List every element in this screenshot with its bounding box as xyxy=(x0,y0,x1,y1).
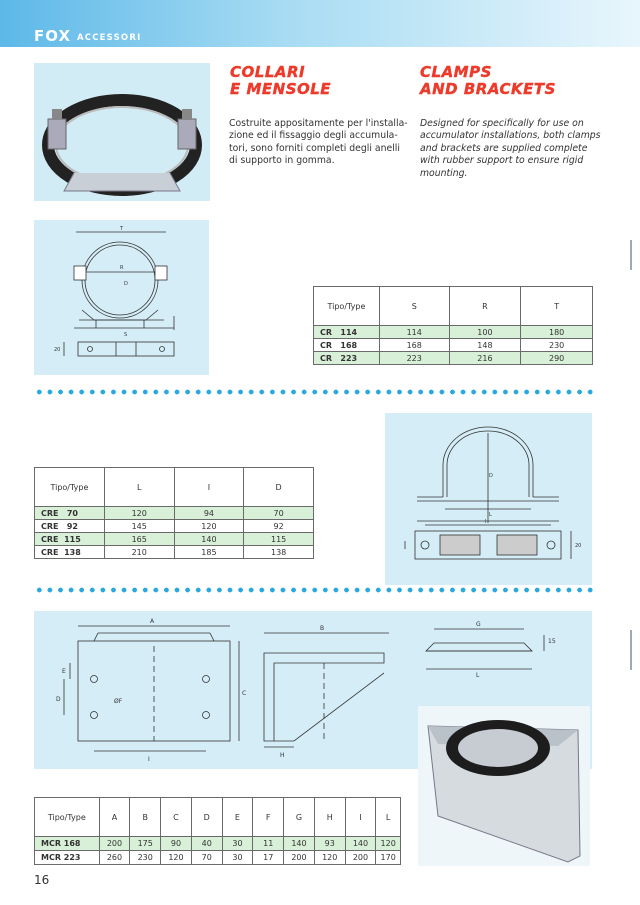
text-line: tori, sono forniti completi degli anelli xyxy=(229,142,400,154)
dim-e-label: E xyxy=(62,668,66,675)
dim-h-label: 20 xyxy=(575,543,582,549)
value-cell: 165 xyxy=(104,533,174,546)
dim-d-label: D xyxy=(124,281,128,287)
value-cell: 170 xyxy=(376,851,401,865)
value-cell: 260 xyxy=(99,851,130,865)
type-cell: CR 114 xyxy=(314,326,380,339)
dim-i-label: I xyxy=(148,756,150,763)
clamp-photo xyxy=(34,63,210,201)
description-it xyxy=(229,118,414,168)
table-row xyxy=(35,837,401,851)
value-cell: 120 xyxy=(161,851,192,865)
table-row xyxy=(35,851,401,865)
title-it-line2: E MENSOLE xyxy=(230,80,332,98)
description-en xyxy=(420,118,605,180)
value-cell: 145 xyxy=(104,520,174,533)
value-cell: 100 xyxy=(449,326,521,339)
section-label: ACCESSORI xyxy=(77,33,142,43)
type-cell: MCR 168 xyxy=(35,837,100,851)
value-cell: 230 xyxy=(521,339,593,352)
dotted-divider xyxy=(34,587,596,593)
dim-g-label: G xyxy=(476,621,481,628)
text-line: Costruite appositamente per l'installa- xyxy=(229,118,408,129)
header-cell: B xyxy=(130,798,161,837)
type-cell: CRE 92 xyxy=(35,520,105,533)
value-cell: 223 xyxy=(379,352,449,365)
header-cell: R xyxy=(449,287,521,326)
value-cell: 140 xyxy=(174,533,244,546)
title-it-line1: COLLARI xyxy=(230,63,306,81)
text-line: Designed for specifically for use on xyxy=(420,118,584,129)
title-en-line1: CLAMPS xyxy=(420,63,492,81)
dim-s-label: S xyxy=(124,332,128,338)
text-line: zione ed il fissaggio degli accumula- xyxy=(229,130,398,142)
title-it xyxy=(230,64,331,98)
dim-h-label: H xyxy=(280,752,285,759)
brand-logo: FOX xyxy=(34,27,72,45)
type-cell: CRE 138 xyxy=(35,546,105,559)
type-cell: CRE 115 xyxy=(35,533,105,546)
wall-bracket-photo xyxy=(418,706,590,866)
table-cre xyxy=(34,467,314,559)
type-cell: CR 168 xyxy=(314,339,380,352)
value-cell: 138 xyxy=(244,546,314,559)
table-row xyxy=(314,339,593,352)
header-cell: Tipo/Type xyxy=(314,287,380,326)
value-cell: 120 xyxy=(174,520,244,533)
dim-b-label: B xyxy=(320,625,325,632)
header-cell: I xyxy=(174,468,244,507)
text-line: mounting. xyxy=(420,167,468,179)
header-cell: G xyxy=(284,798,315,837)
value-cell: 115 xyxy=(244,533,314,546)
value-cell: 70 xyxy=(244,507,314,520)
header-cell: A xyxy=(99,798,130,837)
header-cell: E xyxy=(222,798,253,837)
value-cell: 120 xyxy=(104,507,174,520)
dotted-divider xyxy=(34,389,596,395)
dim-i-label: I xyxy=(485,519,487,525)
table-header-row xyxy=(35,798,401,837)
value-cell: 200 xyxy=(284,851,315,865)
value-cell: 140 xyxy=(284,837,315,851)
header-cell: L xyxy=(104,468,174,507)
value-cell: 30 xyxy=(222,837,253,851)
dim-c-label: C xyxy=(242,690,247,697)
table-row xyxy=(35,533,314,546)
value-cell: 210 xyxy=(104,546,174,559)
text-line: di supporto in gomma. xyxy=(229,155,335,167)
page-number: 16 xyxy=(34,873,50,887)
header-cell: T xyxy=(521,287,593,326)
value-cell: 168 xyxy=(379,339,449,352)
value-cell: 216 xyxy=(449,352,521,365)
value-cell: 30 xyxy=(222,851,253,865)
title-en-line2: AND BRACKETS xyxy=(420,80,556,98)
value-cell: 120 xyxy=(314,851,345,865)
table-row xyxy=(314,326,593,339)
table-row xyxy=(314,352,593,365)
dim-f-label: ØF xyxy=(114,698,123,705)
dim-h-label: 20 xyxy=(54,347,61,353)
value-cell: 93 xyxy=(314,837,345,851)
type-cell: CR 223 xyxy=(314,352,380,365)
dim-d-label: D xyxy=(489,473,493,479)
header-cell: H xyxy=(314,798,345,837)
table-row xyxy=(35,507,314,520)
dim-l-label: L xyxy=(489,512,492,518)
table-cr xyxy=(313,286,593,365)
title-en xyxy=(420,64,556,98)
dim-l-label: L xyxy=(476,672,480,679)
dim-a-label: A xyxy=(150,618,155,625)
header-cell: F xyxy=(253,798,284,837)
value-cell: 90 xyxy=(161,837,192,851)
header-cell: I xyxy=(345,798,376,837)
text-line: and brackets are supplied complete xyxy=(420,142,588,154)
value-cell: 70 xyxy=(191,851,222,865)
bracket-drawing xyxy=(385,413,592,585)
type-cell: CRE 70 xyxy=(35,507,105,520)
edge-mark xyxy=(630,630,632,670)
table-header-row xyxy=(35,468,314,507)
value-cell: 148 xyxy=(449,339,521,352)
value-cell: 290 xyxy=(521,352,593,365)
table-header-row xyxy=(314,287,593,326)
text-line: accumulator installations, both clamps xyxy=(420,130,601,142)
value-cell: 94 xyxy=(174,507,244,520)
dim-15-label: 15 xyxy=(548,638,556,645)
edge-mark xyxy=(630,240,632,270)
header-cell: C xyxy=(161,798,192,837)
value-cell: 200 xyxy=(99,837,130,851)
value-cell: 120 xyxy=(376,837,401,851)
header-cell: D xyxy=(244,468,314,507)
value-cell: 114 xyxy=(379,326,449,339)
text-line: with rubber support to ensure rigid xyxy=(420,155,584,167)
header-cell: D xyxy=(191,798,222,837)
value-cell: 40 xyxy=(191,837,222,851)
value-cell: 175 xyxy=(130,837,161,851)
value-cell: 180 xyxy=(521,326,593,339)
value-cell: 230 xyxy=(130,851,161,865)
type-cell: MCR 223 xyxy=(35,851,100,865)
clamp-drawing xyxy=(34,220,209,375)
table-row xyxy=(35,546,314,559)
value-cell: 11 xyxy=(253,837,284,851)
value-cell: 92 xyxy=(244,520,314,533)
table-mcr xyxy=(34,797,401,865)
value-cell: 185 xyxy=(174,546,244,559)
header-cell: S xyxy=(379,287,449,326)
header-cell: Tipo/Type xyxy=(35,468,105,507)
dim-r-label: R xyxy=(120,265,124,271)
value-cell: 200 xyxy=(345,851,376,865)
value-cell: 140 xyxy=(345,837,376,851)
header-cell: L xyxy=(376,798,401,837)
header-cell: Tipo/Type xyxy=(35,798,100,837)
table-row xyxy=(35,520,314,533)
dim-t-label: T xyxy=(120,226,124,232)
value-cell: 17 xyxy=(253,851,284,865)
dim-d-label: D xyxy=(56,696,61,703)
